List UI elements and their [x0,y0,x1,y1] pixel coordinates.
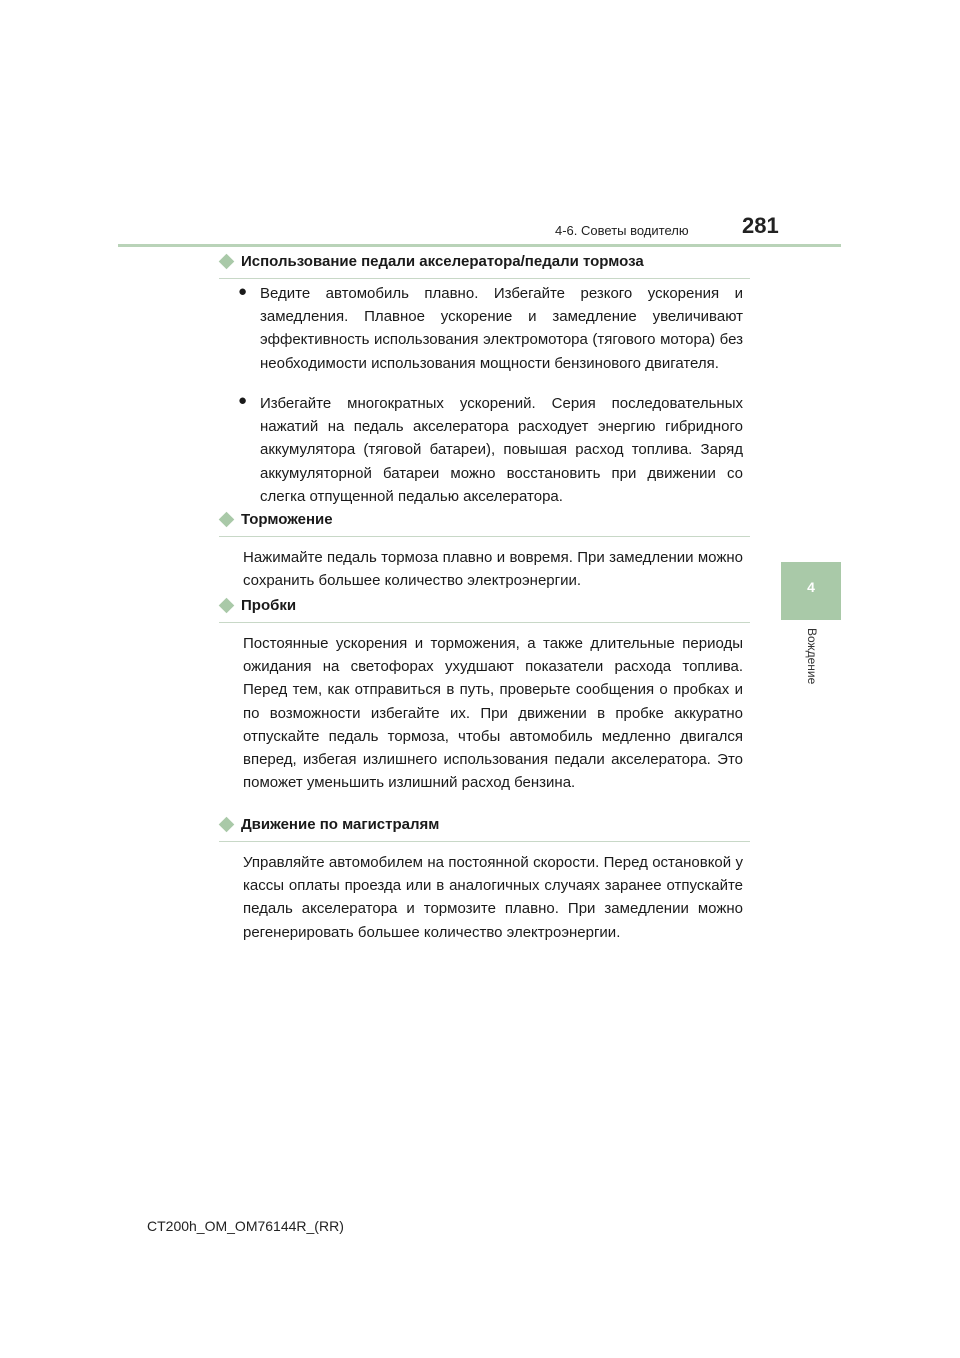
bullet-text: Избегайте многократных ускорений. Серия последовательных нажатий на педаль акселератора расходует энергию гибридного аккумулятора (тяговой батареи), повышая расход топлива. Заряд аккумуляторной батареи можно восстановить при движении со слегка отпущенной педалью акселератора. [260,395,743,505]
section-heading [219,513,750,533]
chapter-side-label-text: Вождение [805,628,819,685]
chapter-side-label [803,628,823,698]
section-heading [219,818,750,838]
section-heading [219,255,750,275]
section-traffic-jams [219,597,750,792]
section-divider [219,841,750,842]
diamond-bullet-icon [219,817,235,833]
section-divider [219,278,750,279]
section-accelerator-brake [219,253,750,505]
section-heading [219,599,750,619]
diamond-bullet-icon [219,512,235,528]
bullet-text: Ведите автомобиль плавно. Избегайте резкого ускорения и замедления. Плавное ускорение и замедление увеличивают эффективность использования электромотора (тягового мотора) без необходимости использования мощности бензинового двигателя. [260,285,743,372]
section-paragraph: Управляйте автомобилем на постоянной скорости. Перед остановкой у кассы оплаты проезда или в аналогичных случаях заранее отпускайте педаль акселератора и тормозите плавно. При замедлении можно регенерировать большее количество электроэнергии. [243,854,743,941]
bullet-icon: ● [238,283,248,300]
diamond-bullet-icon [219,598,235,614]
section-title: Движение по магистралям [241,816,440,833]
running-header-section: 4-6. Советы водителю [555,223,689,238]
section-title: Торможение [241,511,333,528]
section-divider [219,622,750,623]
section-paragraph: Нажимайте педаль тормоза плавно и вовремя. При замедлении можно сохранить большее количество электроэнергии. [243,549,743,590]
section-title: Пробки [241,597,297,614]
section-highways [219,816,750,941]
diamond-bullet-icon [219,254,235,270]
section-title: Использование педали акселератора/педали тормоза [241,253,644,270]
chapter-tab-number: 4 [807,579,815,595]
section-braking [219,511,750,590]
document-code-footer: CT200h_OM_OM76144R_(RR) [147,1218,344,1234]
page-number: 281 [742,213,779,238]
chapter-tab [781,562,841,620]
section-divider [219,536,750,537]
section-paragraph: Постоянные ускорения и торможения, а также длительные периоды ожидания на светофорах ухудшают показатели расхода топлива. Перед тем, как отправиться в путь, проверьте сообщения о пробках и по возможности избегайте их. При движении в пробке аккуратно отпускайте педаль тормоза, чтобы автомобиль медленно двигался вперед, избегая излишнего использования педали акселератора. Это поможет уменьшить излишний расход бензина. [243,635,743,792]
bullet-icon: ● [238,392,248,409]
header-divider [118,244,841,247]
